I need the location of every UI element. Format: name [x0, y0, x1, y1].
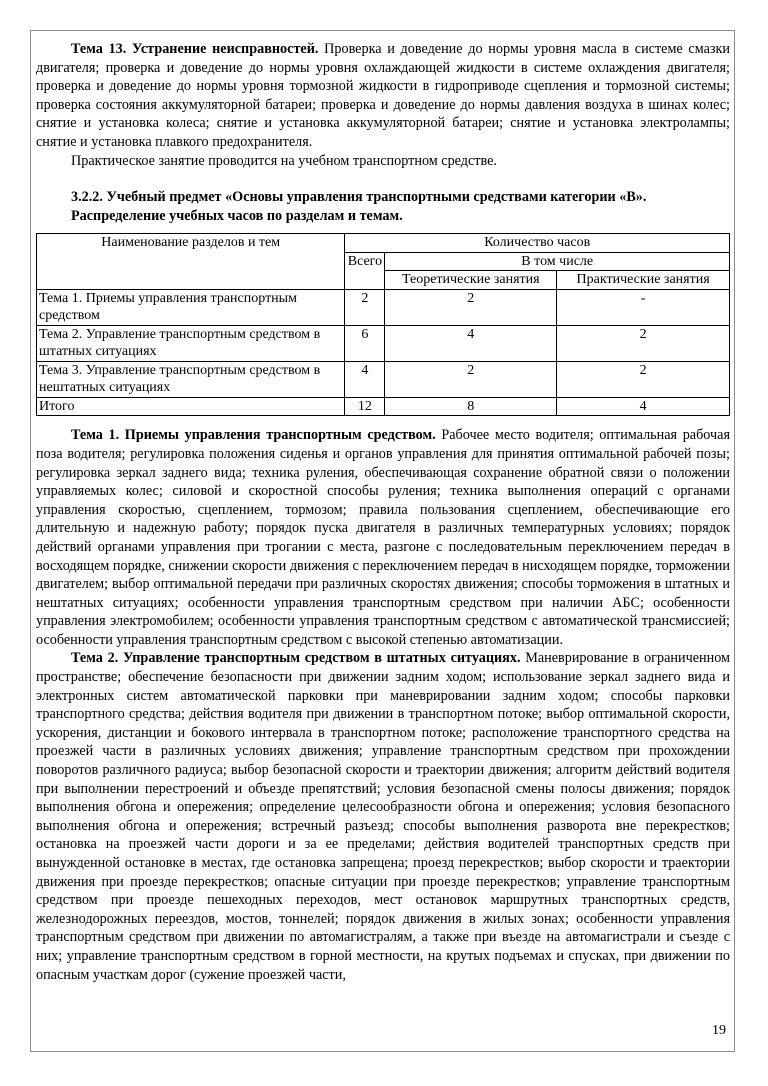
topic13-paragraph	[36, 40, 730, 152]
row-practice: 2	[557, 325, 730, 361]
table-row	[37, 361, 730, 397]
hours-table	[36, 233, 730, 416]
topic13-title: Тема 13. Устранение неисправностей.	[71, 41, 319, 57]
topic2-title: Тема 2. Управление транспортным средством в штатных ситуациях.	[71, 650, 521, 667]
topic13-note: Практическое занятие проводится на учебном транспортном средстве.	[71, 152, 497, 169]
topic2-body: Маневрирование в ограниченном пространстве; обеспечение безопасности при движении задним ходом; использование зеркал заднего вида и электронных систем автоматической парковки при маневрировании задним ходом; способы парковки транспортного средства; действия водителя при движении в транспортном потоке; выбор оптимальной скорости, ускорения, дистанции и бокового интервала в транспортном потоке; расположение транспортного средства на проезжей части в различных условиях движения; управление транспортным средством при прохождении поворотов различного радиуса; выбор безопасной скорости и траектории движения; алгоритм действий водителя при выполнении перестроений и объезде препятствий; условия безопасной смены полосы движения; порядок выполнения обгона и опережения; определение целесообразности обгона и опережения; условия безопасного выполнения обгона и опережения; встречный разъезд; способы выполнения разворота вне перекрестков; остановка на проезжей части дороги и за ее пределами; действия водителей транспортных средств при вынужденной остановке в местах, где остановка запрещена; проезд перекрестков; выбор скорости и траектории движения при проезде перекрестков; опасные ситуации при проезде перекрестков; управление транспортным средством при проезде пешеходных переходов, мест остановок маршрутных транспортных средств, железнодорожных переездов, мостов, тоннелей; порядок движения в жилых зонах; особенности управления транспортным средством при движении по автомагистралям, а также при въезде на автомагистрали и съезде с них; управление транспортным средством в горной местности, на крутых подъемах и спусках, при движении по опасным участкам дорог (сужение проезжей части,	[36, 650, 730, 983]
row-name: Итого	[37, 397, 345, 416]
row-practice: -	[557, 289, 730, 325]
header-hours: Количество часов	[345, 234, 730, 253]
section-heading-line2: Распределение учебных часов по разделам и темам.	[71, 207, 403, 224]
section-heading-line1: 3.2.2. Учебный предмет «Основы управления транспортными средствами категории «В».	[71, 189, 647, 206]
row-theory: 2	[385, 289, 557, 325]
header-theory: Теоретические занятия	[385, 271, 557, 290]
row-practice: 2	[557, 361, 730, 397]
table-row	[37, 289, 730, 325]
topic1-body: Рабочее место водителя; оптимальная рабочая поза водителя; регулировка положения сиденья и органов управления для принятия оптимальной рабочей позы; регулировка зеркал заднего вида; техника руления, обеспечивающая сохранение обратной связи о положении управляемых колес; силовой и скоростной способы руления; техника выполнения операций с органами управления скоростью, сцеплением, тормозом; правила пользования сцеплением, обеспечивающие его длительную и надежную работу; порядок пуска двигателя в различных температурных условиях; порядок действий органами управления при трогании с места, разгоне с последовательным переключением передач в восходящем порядке, снижении скорости движения с переключением передач в нисходящем порядке, торможении двигателем; выбор оптимальной передачи при различных скоростях движения; способы торможения в штатных и нештатных ситуациях; особенности управления транспортным средством при наличии АБС; особенности управления электромобилем; особенности управления транспортным средством с автоматической трансмиссией; особенности управления транспортным средством с высокой степенью автоматизации.	[36, 427, 730, 648]
topic1-paragraph	[36, 426, 730, 649]
table-total-row	[37, 397, 730, 416]
header-name: Наименование разделов и тем	[37, 234, 345, 290]
row-name: Тема 1. Приемы управления транспортным средством	[37, 289, 345, 325]
document-content	[36, 40, 730, 984]
row-theory: 2	[385, 361, 557, 397]
row-total: 12	[345, 397, 385, 416]
topic1-title: Тема 1. Приемы управления транспортным средством.	[71, 427, 436, 444]
row-total: 2	[345, 289, 385, 325]
header-practice: Практические занятия	[557, 271, 730, 290]
row-theory: 4	[385, 325, 557, 361]
header-including: В том числе	[385, 252, 730, 271]
row-practice: 4	[557, 397, 730, 416]
section-heading	[71, 188, 730, 225]
row-theory: 8	[385, 397, 557, 416]
row-name: Тема 3. Управление транспортным средством в нештатных ситуациях	[37, 361, 345, 397]
topic13-body: Проверка и доведение до нормы уровня масла в системе смазки двигателя; проверка и доведение до нормы уровня охлаждающей жидкости в системе охлаждения двигателя; проверка и доведение до нормы уровня тормозной жидкости в гидроприводе сцепления и тормозной системы; проверка состояния аккумуляторной батареи; проверка и доведение до нормы давления воздуха в шинах колес; снятие и установка колеса; снятие и установка аккумуляторной батареи; снятие и установка электролампы; снятие и установка плавкого предохранителя.	[36, 41, 730, 150]
row-name: Тема 2. Управление транспортным средством в штатных ситуациях	[37, 325, 345, 361]
header-total: Всего	[345, 252, 385, 289]
row-total: 6	[345, 325, 385, 361]
row-total: 4	[345, 361, 385, 397]
table-row	[37, 325, 730, 361]
page-number: 19	[712, 1023, 726, 1038]
topic2-paragraph	[36, 649, 730, 984]
